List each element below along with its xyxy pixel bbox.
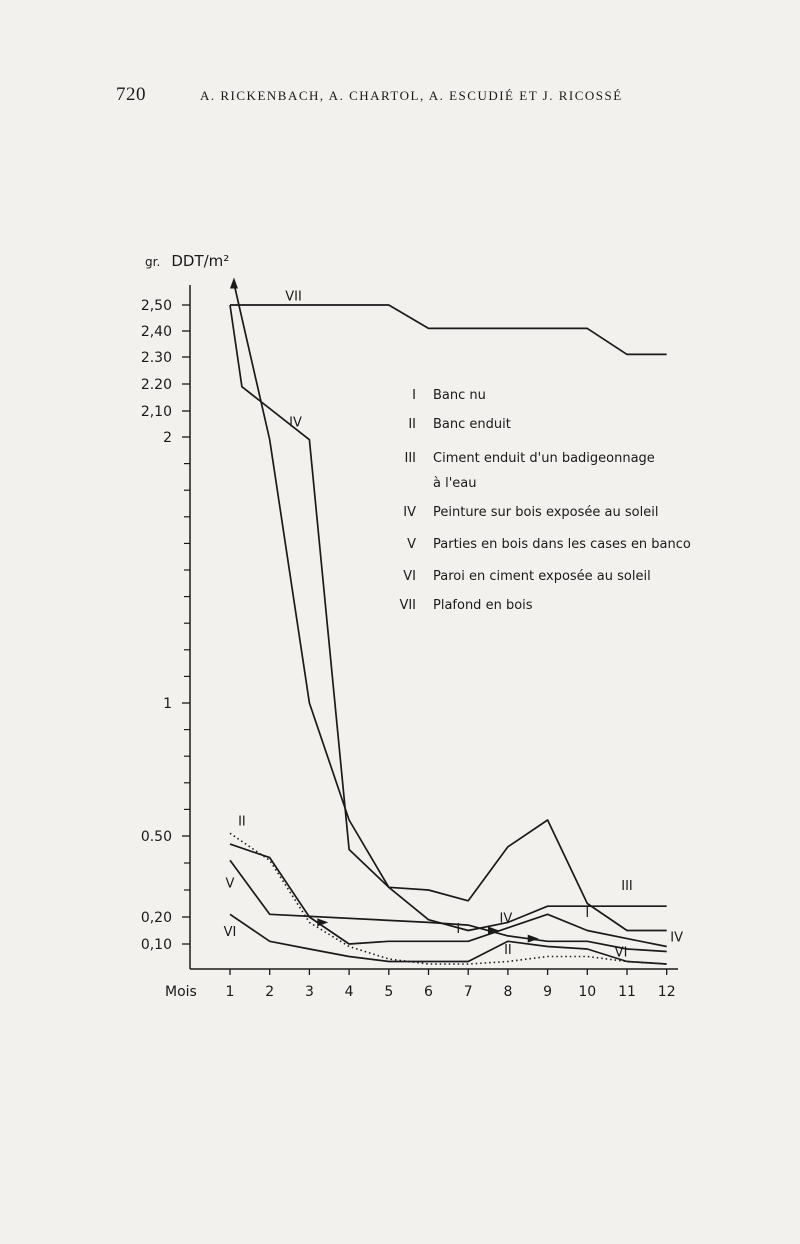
legend-text: Banc enduit <box>433 417 511 432</box>
legend-item <box>403 569 650 584</box>
curve-label: VII <box>285 289 302 305</box>
legend-text: Plafond en bois <box>433 598 533 613</box>
curve-label: IV <box>289 415 302 431</box>
y-tick-label: 0,20 <box>140 910 172 926</box>
x-tick-label: 1 <box>225 984 235 1000</box>
y-tick-label: 2.20 <box>140 377 172 393</box>
y-tick-label: 2,10 <box>140 404 172 420</box>
legend-roman: V <box>407 537 416 552</box>
legend-item <box>403 505 658 520</box>
curve-label: I <box>585 906 590 921</box>
curve-label: IV <box>670 930 683 946</box>
curve-label: I <box>456 922 461 938</box>
legend-item <box>399 598 532 613</box>
legend-item <box>404 451 654 491</box>
y-axis-title-unit: DDT/m² <box>171 252 230 270</box>
x-tick-label: 12 <box>657 984 676 1000</box>
running-head-authors: A. RICKENBACH, A. CHARTOL, A. ESCUDIÉ ET J. RICOSSÉ <box>200 88 623 103</box>
legend-text: Peinture sur bois exposée au soleil <box>433 505 659 520</box>
legend-roman: III <box>404 451 416 466</box>
y-tick-label: 2,40 <box>140 324 172 340</box>
y-axis-title-prefix: gr. <box>145 255 161 269</box>
legend-text-continued: à l'eau <box>433 476 477 491</box>
curve-label: VI <box>223 924 237 940</box>
y-tick-label: 2.30 <box>140 350 172 366</box>
series-lines <box>230 284 667 965</box>
y-tick-label: 2 <box>163 430 172 446</box>
y-axis-ticks <box>141 298 190 953</box>
y-minor-ticks <box>184 464 190 890</box>
legend-roman: IV <box>403 505 416 520</box>
legend-item <box>408 417 511 432</box>
legend-item <box>412 388 486 403</box>
arrow-head-i <box>528 935 539 943</box>
arrow-head-iii <box>230 278 238 289</box>
x-tick-label: 8 <box>503 984 513 1000</box>
curve-label: IV <box>499 911 513 927</box>
x-axis-ticks <box>226 969 676 1000</box>
legend-roman: VII <box>399 598 416 613</box>
legend-text: Banc nu <box>433 388 486 403</box>
x-axis-title: Mois <box>165 984 197 1000</box>
legend-text: Ciment enduit d'un badigeonnage <box>433 451 655 466</box>
legend-roman: VI <box>403 569 416 584</box>
legend-roman: I <box>412 388 416 403</box>
page-number: 720 <box>116 84 146 105</box>
y-tick-label: 1 <box>163 696 172 712</box>
x-tick-label: 9 <box>543 984 553 1000</box>
curve-label: III <box>621 879 633 894</box>
legend <box>399 388 690 613</box>
y-tick-label: 0.50 <box>140 829 172 845</box>
x-tick-label: 2 <box>265 984 275 1000</box>
legend-text: Paroi en ciment exposée au soleil <box>433 569 651 584</box>
x-tick-label: 3 <box>304 984 314 1000</box>
curve-label: VI <box>614 945 628 961</box>
x-tick-label: 10 <box>578 984 597 1000</box>
y-tick-label: 2,50 <box>140 298 172 314</box>
series-line-vii <box>230 305 667 354</box>
series-line-vi <box>230 914 667 964</box>
curve-label: V <box>225 876 235 892</box>
x-tick-label: 4 <box>344 984 354 1000</box>
x-tick-label: 5 <box>384 984 394 1000</box>
y-axis-title <box>145 251 229 270</box>
curve-label: II <box>238 814 246 830</box>
x-tick-label: 6 <box>424 984 433 1000</box>
legend-item <box>407 537 691 552</box>
legend-roman: II <box>408 417 416 432</box>
legend-text: Parties en bois dans les cases en banco <box>433 537 691 552</box>
x-tick-label: 7 <box>463 984 473 1000</box>
curve-label: II <box>504 943 512 958</box>
y-tick-label: 0,10 <box>140 937 172 953</box>
x-tick-label: 11 <box>618 984 636 1000</box>
